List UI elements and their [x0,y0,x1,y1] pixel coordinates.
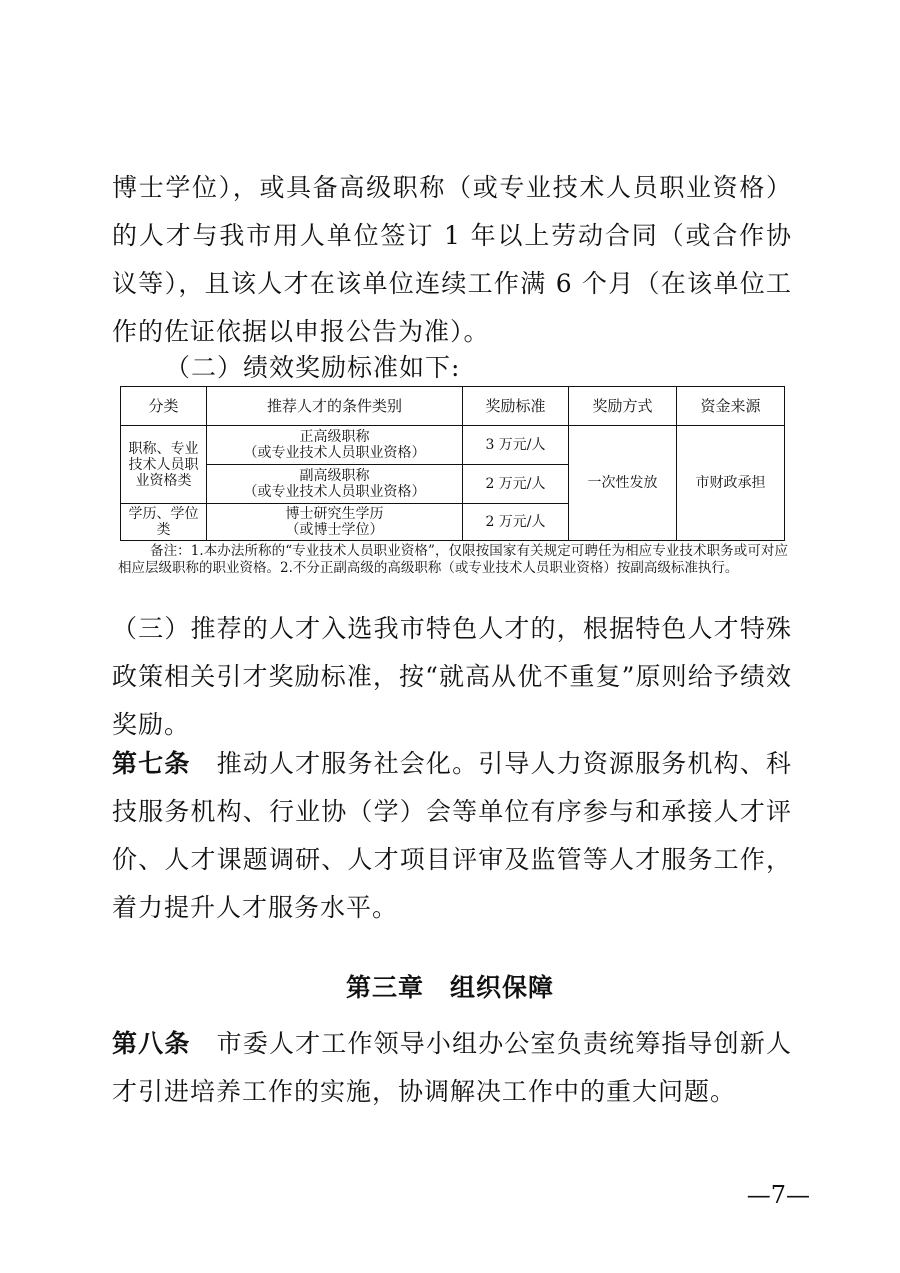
header-condition: 推荐人才的条件类别 [207,387,463,426]
page-number: —7— [746,1181,810,1209]
header-standard: 奖励标准 [463,387,569,426]
condition-sub: （或博士学位） [285,522,384,538]
article-7-title: 第七条 [112,749,191,778]
article-8-body: 市委人才工作领导小组办公室负责统筹指导创新人才引进培养工作的实施，协调解决工作中的重大问题。 [112,1029,792,1106]
amount-cell: 3 万元/人 [463,426,569,465]
condition-main: 正高级职称 [299,429,370,445]
source-cell: 市财政承担 [677,426,785,541]
table-row [121,426,785,465]
article-8-title: 第八条 [112,1029,191,1058]
amount-cell: 2 万元/人 [463,465,569,504]
category-cell: 职称、专业技术人员职业资格类 [121,426,207,504]
table-header-row [121,387,785,426]
chapter-heading: 第三章 组织保障 [345,973,554,1002]
condition-cell [207,504,463,541]
condition-sub: （或专业技术人员职业资格） [243,445,426,461]
paragraph-intro: 博士学位），或具备高级职称（或专业技术人员职业资格）的人才与我市用人单位签订 1 年以上劳动合同（或合作协议等），且该人才在该单位连续工作满 6 个月（在该单位工作的佐证依据以申报公告为准）。 [112,173,792,346]
paragraph-article-7 [112,740,792,932]
condition-main: 副高级职称 [299,468,370,484]
method-cell: 一次性发放 [569,426,677,541]
article-7-body: 推动人才服务社会化。引导人力资源服务机构、科技服务机构、行业协（学）会等单位有序参与和承接人才评价、人才课题调研、人才项目评审及监管等人才服务工作，着力提升人才服务水平。 [112,749,792,922]
condition-cell [207,465,463,504]
condition-sub: （或专业技术人员职业资格） [243,484,426,500]
header-method: 奖励方式 [569,387,677,426]
condition-main: 博士研究生学历 [285,506,384,522]
award-standard-table [120,386,785,541]
paragraph-article-8 [112,1020,792,1116]
paragraph-item-3: （三）推荐的人才入选我市特色人才的，根据特色人才特殊政策相关引才奖励标准，按“就高从优不重复”原则给予绩效奖励。 [112,614,792,739]
table-note: 备注：1.本办法所称的“专业技术人员职业资格”，仅限按国家有关规定可聘任为相应专业技术职务或可对应相应层级职称的职业资格。2.不分正副高级的高级职称（或专业技术人员职业资格）按副高级标准执行。 [118,543,788,576]
subheading-award-standard: （二）绩效奖励标准如下: [165,353,461,382]
condition-cell [207,426,463,465]
header-source: 资金来源 [677,387,785,426]
category-cell: 学历、学位类 [121,504,207,541]
amount-cell: 2 万元/人 [463,504,569,541]
header-category: 分类 [121,387,207,426]
